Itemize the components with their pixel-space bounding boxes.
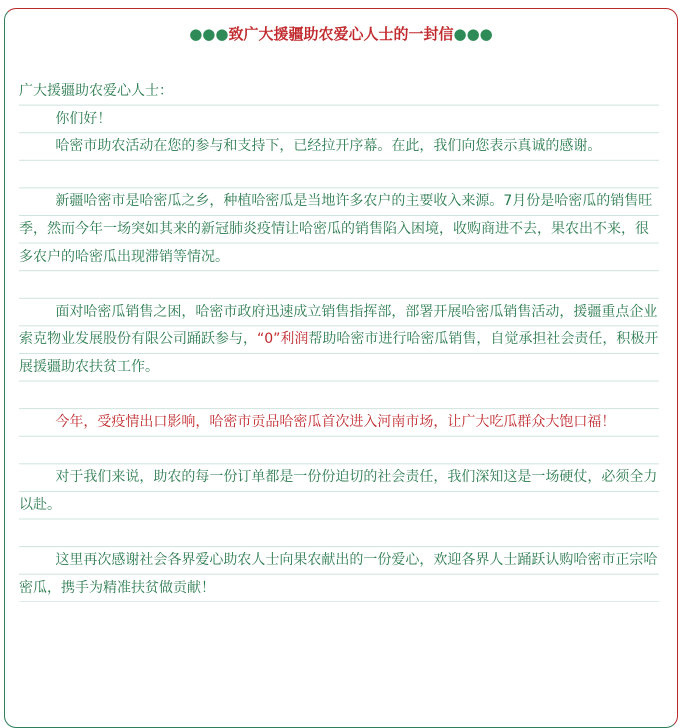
paragraph-henan-market: 今年，受疫情出口影响，哈密市贡品哈密瓜首次进入河南市场，让广大吃瓜群众大饱口福！	[55, 414, 616, 431]
paragraph-response	[19, 299, 659, 382]
paragraph-responsibility: 对于我们来说，助农的每一份订单都是一份份迫切的社会责任，我们深知这是一场硬仗，必须全力以赴。	[19, 469, 658, 513]
paragraph-spacer	[19, 161, 659, 189]
paragraph-spacer	[19, 382, 659, 410]
letter-title	[5, 23, 677, 44]
title-text: 致广大援疆助农爱心人士的一封信	[228, 25, 454, 43]
paragraph-background: 新疆哈密市是哈密瓜之乡，种植哈密瓜是当地许多农户的主要收入来源。7月份是哈密瓜的销售旺季，然而今年一场突如其来的新冠肺炎疫情让哈密瓜的销售陷入困境，收购商进不去，果农出不来，很多农户的哈密瓜出现滞销等情况。	[19, 193, 653, 265]
response-text-b: 帮助哈密市进行哈密瓜销售，自觉承担社会责任，积极开展援疆助农扶贫工作。	[19, 331, 659, 375]
paragraph-spacer	[19, 437, 659, 465]
paragraph-spacer	[19, 271, 659, 299]
paragraph-spacer	[19, 520, 659, 548]
title-dots-left: ●●●	[189, 25, 229, 43]
title-dots-right: ●●●	[453, 25, 493, 43]
paragraph-closing: 这里再次感谢社会各界爱心助农人士向果农献出的一份爱心，欢迎各界人士踊跃认购哈密市正宗哈密瓜，携手为精准扶贫做贡献！	[19, 552, 658, 596]
letter-body	[19, 78, 659, 602]
salutation: 广大援疆助农爱心人士：	[19, 83, 173, 99]
paragraph-thanks: 哈密市助农活动在您的参与和支持下，已经拉开序幕。在此，我们向您表示真诚的感谢。	[55, 138, 602, 155]
response-text-a: 面对哈密瓜销售之困，哈密市政府迅速成立销售指挥部，部署开展哈密瓜销售活动，援疆重点企业索克物业发展股份有限公司踊跃参与，	[19, 303, 658, 348]
greeting: 你们好！	[55, 110, 112, 127]
zero-profit-highlight: “0”利润	[257, 331, 309, 348]
